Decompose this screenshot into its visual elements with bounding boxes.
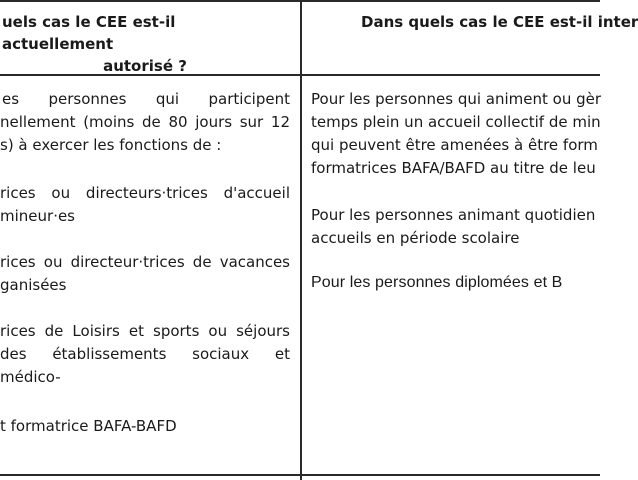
left-item-accueil: rices ou directeurs·trices d'accueil mineur·es: [0, 184, 290, 225]
column-divider: [300, 0, 302, 480]
right-paragraph-quotidien: Pour les personnes animant quotidien accueils en période scolaire: [311, 206, 596, 247]
right-paragraph-diplomees: Pour les personnes diplomées et B: [311, 274, 563, 291]
right-paragraph-animent: Pour les personnes qui animent ou gèr temps plein un accueil collectif de min qui peuvent être amenées à être form formatrices BAFA/BAFD au titre de leu: [311, 90, 602, 177]
left-column-header: uels cas le CEE est-il actuellement autorisé ?: [2, 13, 187, 75]
right-column-header: Dans quels cas le CEE est-il inter: [361, 13, 638, 31]
left-intro-paragraph: es personnes qui participent nellement (moins de 80 jours sur 12 s) à exercer les fonctions de :: [0, 90, 290, 154]
left-item-vacances: rices ou directeur·trices de vacances ganisées: [0, 253, 290, 294]
left-item-formatrice: t formatrice BAFA-BAFD: [0, 417, 177, 435]
left-item-loisirs: rices de Loisirs et sports ou séjours des établissements sociaux et médico-: [0, 322, 290, 386]
